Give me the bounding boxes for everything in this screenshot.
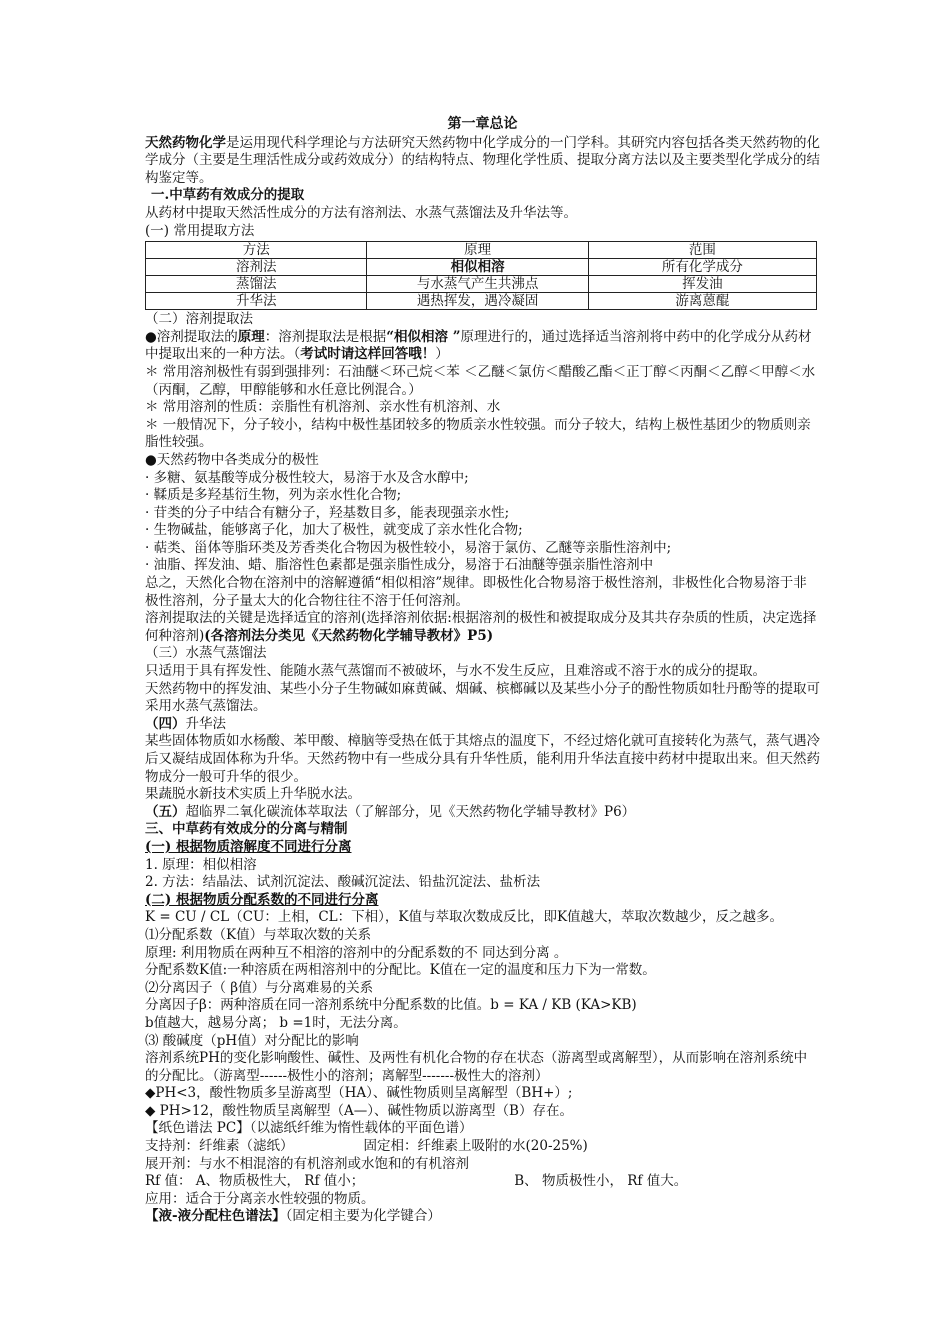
subheading-solvent-extraction: （二）溶剂提取法 bbox=[145, 311, 253, 328]
list-item: · 鞣质是多羟基衍生物，列为亲水性化合物; bbox=[145, 487, 402, 504]
list-item: · 苷类的分子中结合有糖分子，羟基数目多，能表现强亲水性; bbox=[145, 504, 510, 521]
subheading-steam-distillation: （三）水蒸气蒸馏法 bbox=[145, 645, 267, 662]
subheading-supercritical bbox=[145, 804, 820, 822]
principle-part: ●溶剂提取法的 bbox=[145, 328, 238, 345]
solvent-properties: ＊ 常用溶剂的性质：亲脂性有机溶剂、亲水性有机溶剂、水 bbox=[145, 399, 501, 416]
pc-support bbox=[145, 1138, 820, 1156]
intro-text: 是运用现代科学理论与方法研究天然药物中化学成分的一门学科。其研究内容包括各类天然药物的化学成分（主要是生理活性成分或药效成分）的结构特点、物理化学性质、提取分离方法以及主要类型化学成分的结构鉴定等。 bbox=[145, 134, 820, 186]
list-item: · 多糖、氨基酸等成分极性较大，易溶于水及含水醇中; bbox=[145, 469, 469, 486]
table-cell: 溶剂法 bbox=[146, 259, 367, 276]
intro-term: 天然药物化学 bbox=[145, 134, 226, 151]
polarity-heading: ●天然药物中各类成分的极性 bbox=[145, 451, 319, 468]
supercritical-number: （五） bbox=[145, 803, 186, 820]
pc-rf-b: B、 物质极性小， Rf 值大。 bbox=[514, 1173, 688, 1190]
pc-support-label: 支持剂：纤维素（滤纸） bbox=[145, 1138, 294, 1155]
table-header-cell: 范围 bbox=[588, 242, 816, 259]
list-item: · 生物碱盐，能够离子化，加大了极性，就变成了亲水性化合物; bbox=[145, 522, 523, 539]
table-cell: 遇热挥发，遇冷凝固 bbox=[367, 293, 588, 310]
section1-heading: 一.中草药有效成分的提取 bbox=[151, 187, 305, 204]
section1-paragraph: 从药材中提取天然活性成分的方法有溶剂法、水蒸气蒸馏法及升华法等。 bbox=[145, 204, 577, 221]
subheading-common-methods: (一) 常用提取方法 bbox=[145, 222, 255, 239]
table-cell: 与水蒸气产生共沸点 bbox=[367, 276, 588, 293]
key-reference: (各溶剂法分类见《天然药物化学辅导教材》P5) bbox=[204, 627, 494, 644]
solvent-polarity-order: ＊ 常用溶剂极性有弱到强排列：石油醚＜环己烷＜苯 ＜乙醚＜氯仿＜醋酸乙酯＜正丁醇＜丙酮＜乙醇＜甲醇＜水（丙酮，乙醇，甲醇能够和水任意比例混合。） bbox=[145, 363, 816, 398]
table-row bbox=[146, 276, 817, 293]
principle-part: 考试时请这样回答哦！ bbox=[300, 346, 436, 363]
beta-heading: ⑵分离因子（ β值）与分离难易的关系 bbox=[145, 979, 374, 996]
table-header-row bbox=[146, 242, 817, 259]
sublimation-number: （四） bbox=[145, 715, 186, 732]
list-item: · 萜类、甾体等脂环类及芳香类化合物因为极性较小，易溶于氯仿、乙醚等亲脂性溶剂中; bbox=[145, 539, 672, 556]
pc-rf bbox=[145, 1173, 820, 1191]
principle-part: 原理 bbox=[237, 328, 265, 345]
principle-part: 原理进行的，通过选择适当溶剂将中药中的化学成分从药材中提取出来的一种方法。（ bbox=[145, 328, 812, 363]
ph-heading: ⑶ 酸碱度（pH值）对分配比的影响 bbox=[145, 1032, 359, 1049]
ph-base-note: ◆ PH>12，酸性物质呈离解型（A—）、碱性物质以游离型（B）存在。 bbox=[145, 1102, 573, 1119]
beta-note: b值越大，越易分离； b =1时，无法分离。 bbox=[145, 1014, 407, 1031]
steam-paragraph-2: 天然药物中的挥发油、某些小分子生物碱如麻黄碱、烟碱、槟榔碱以及某些小分子的酚性物质如牡丹酚等的提取可采用水蒸气蒸馏法。 bbox=[145, 680, 820, 715]
paper-chromatography-heading: 【纸色谱法 PC】（以滤纸纤维为惰性载体的平面色谱） bbox=[145, 1120, 473, 1137]
table-header-cell: 方法 bbox=[146, 242, 367, 259]
k-relation-heading: ⑴分配系数（K值）与萃取次数的关系 bbox=[145, 926, 372, 943]
key-paragraph bbox=[145, 610, 820, 645]
table-cell: 挥发油 bbox=[588, 276, 816, 293]
liquid-liquid-title: 【液-液分配柱色谱法】 bbox=[145, 1208, 286, 1225]
steam-paragraph-1: 只适用于具有挥发性、能随水蒸气蒸馏而不被破坏，与水不发生反应，且难溶或不溶于水的成分的提取。 bbox=[145, 663, 766, 680]
principle-part: “相似相溶 ” bbox=[386, 328, 461, 345]
liquid-liquid-note: （固定相主要为化学键合） bbox=[285, 1208, 441, 1225]
subheading-sublimation bbox=[145, 716, 820, 734]
molecule-polarity-note: ＊ 一般情况下，分子较小，结构中极性基团较多的物质亲水性较强。而分子较大，结构上极性基团少的物质则亲脂性较强。 bbox=[145, 416, 811, 451]
pc-rf-a: Rf 值： A、物质极性大， Rf 值小； bbox=[145, 1173, 365, 1190]
pc-stationary-label: 固定相：纤维素上吸附的水(20-25%) bbox=[363, 1138, 588, 1155]
k-principle: 原理: 利用物质在两种互不相溶的溶剂中的分配系数的不 同达到分离 。 bbox=[145, 944, 568, 961]
sublimation-label: 升华法 bbox=[185, 715, 226, 732]
summary-paragraph: 总之，天然化合物在溶剂中的溶解遵循“相似相溶”规律。即极性化合物易溶于极性溶剂，非极性化合物易溶于非极性溶剂，分子量太大的化合物往往不溶于任何溶剂。 bbox=[145, 575, 807, 609]
sublimation-note: 果蔬脱水新技术实质上升华脱水法。 bbox=[145, 786, 361, 803]
ph-acid-note: ◆PH<3，酸性物质多呈游离型（HA）、碱性物质则呈离解型（BH+）; bbox=[145, 1085, 573, 1102]
subheading-partition: (二) 根据物质分配系数的不同进行分离 bbox=[145, 891, 379, 908]
k-formula: K = CU / CL（CU：上相，CL：下相），K值与萃取次数成反比，即K值越大，萃取次数越少，反之越多。 bbox=[145, 909, 784, 926]
key-text: 溶剂提取法的关键是选择适宜的溶剂(选择溶剂依据:根据溶剂的极性和被提取成分及其共存杂质的性质，决定选择何种溶剂) bbox=[145, 610, 817, 644]
beta-definition: 分离因子β：两种溶质在同一溶剂系统中分配系数的比值。b = KA / KB (KA>KB) bbox=[145, 997, 637, 1014]
table-cell: 蒸馏法 bbox=[146, 276, 367, 293]
liquid-liquid-heading bbox=[145, 1208, 820, 1226]
table-cell: 游离蒽醌 bbox=[588, 293, 816, 310]
table-cell: 所有化学成分 bbox=[588, 259, 816, 276]
solubility-methods: 2. 方法：结晶法、试剂沉淀法、酸碱沉淀法、铅盐沉淀法、盐析法 bbox=[145, 874, 541, 891]
k-definition: 分配系数K值:一种溶质在两相溶剂中的分配比。K值在一定的温度和压力下为一常数。 bbox=[145, 962, 656, 979]
table-row bbox=[146, 259, 817, 276]
principle-part: ：溶剂提取法是根据 bbox=[264, 328, 387, 345]
principle-paragraph bbox=[145, 329, 820, 364]
list-item: · 油脂、挥发油、蜡、脂溶性色素都是强亲脂性成分，易溶于石油醚等强亲脂性溶剂中 bbox=[145, 557, 654, 574]
chapter-title: 第一章总论 bbox=[447, 116, 518, 132]
pc-developer: 展开剂：与水不相混溶的有机溶剂或水饱和的有机溶剂 bbox=[145, 1155, 469, 1172]
subheading-solubility: (一) 根据物质溶解度不同进行分离 bbox=[145, 838, 352, 855]
section3-heading: 三、中草药有效成分的分离与精制 bbox=[145, 821, 348, 838]
pc-application: 应用：适合于分离亲水性较强的物质。 bbox=[145, 1190, 375, 1207]
table-row bbox=[146, 293, 817, 310]
table-cell: 相似相溶 bbox=[367, 259, 588, 276]
sublimation-paragraph: 某些固体物质如水杨酸、苯甲酸、樟脑等受热在低于其熔点的温度下，不经过熔化就可直接转化为蒸气，蒸气遇冷后又凝结成固体称为升华。天然药物中有一些成分具有升华性质，能利用升华法直接中药材中提取出来。但天然药物成分一般可升华的很少。 bbox=[145, 733, 820, 785]
table-cell: 升华法 bbox=[146, 293, 367, 310]
principle-part: ） bbox=[435, 346, 449, 363]
extraction-methods-table bbox=[145, 241, 817, 310]
solubility-principle: 1. 原理：相似相溶 bbox=[145, 856, 257, 873]
supercritical-label: 超临界二氧化碳流体萃取法（了解部分，见《天然药物化学辅导教材》P6） bbox=[185, 803, 636, 820]
table-header-cell: 原理 bbox=[367, 242, 588, 259]
document-page bbox=[145, 116, 820, 1226]
ph-paragraph: 溶剂系统PH的变化影响酸性、碱性、及两性有机化合物的存在状态（游离型或离解型），从而影响在溶剂系统中的分配比。（游离型------极性小的溶剂；离解型-------极性大的溶剂） bbox=[145, 1050, 808, 1084]
intro-paragraph bbox=[145, 135, 820, 188]
